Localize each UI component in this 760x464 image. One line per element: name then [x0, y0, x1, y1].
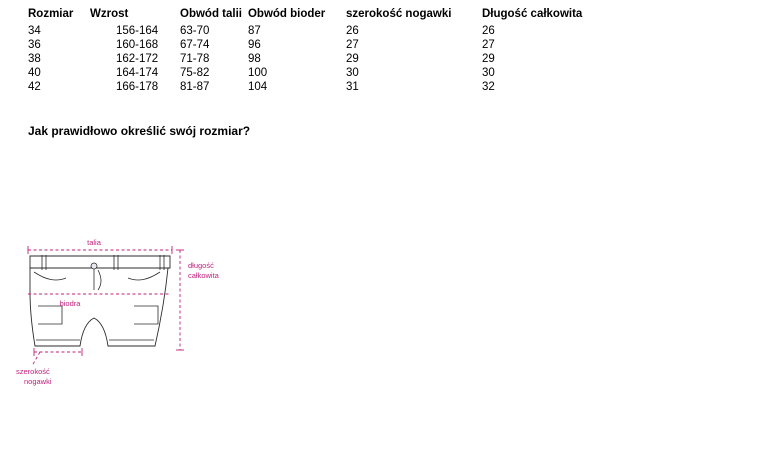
cell-obwod-talii: 67-74	[180, 39, 210, 51]
column-header-szerokosc-nogawki: szerokość nogawki	[345, 8, 452, 20]
cell-rozmiar: 38	[28, 53, 41, 65]
cell-obwod-bioder: 87	[247, 25, 261, 37]
table-row	[28, 66, 588, 80]
cell-obwod-bioder: 96	[247, 39, 261, 51]
label-waist: talia	[87, 238, 101, 247]
cell-obwod-bioder: 100	[247, 67, 268, 79]
cell-obwod-talii: 71-78	[180, 53, 210, 65]
table-row	[28, 52, 588, 66]
cell-dlugosc-calkowita: 26	[481, 25, 495, 37]
cell-rozmiar: 42	[28, 81, 41, 93]
column-header-wzrost: Wzrost	[90, 8, 129, 20]
label-total-length-line2: całkowita	[188, 271, 219, 280]
cell-rozmiar: 34	[28, 25, 41, 37]
label-leg-width-line1: szerokość	[16, 367, 50, 376]
table-row	[28, 24, 588, 38]
cell-wzrost: 160-168	[116, 39, 159, 51]
cell-obwod-bioder: 104	[247, 81, 268, 93]
page-title: Jak prawidłowo określić swój rozmiar?	[28, 124, 251, 138]
measurement-diagram	[10, 228, 240, 388]
cell-wzrost: 166-178	[116, 81, 159, 93]
label-total-length-line1: długość	[188, 261, 214, 270]
size-table	[28, 8, 588, 94]
column-header-obwod-bioder: Obwód bioder	[247, 8, 326, 20]
column-header-dlugosc-calkowita: Długość całkowita	[481, 8, 583, 20]
cell-dlugosc-calkowita: 32	[481, 81, 495, 93]
table-header-row	[28, 8, 588, 24]
cell-dlugosc-calkowita: 30	[481, 67, 495, 79]
cell-obwod-bioder: 98	[247, 53, 261, 65]
cell-dlugosc-calkowita: 27	[481, 39, 495, 51]
cell-obwod-talii: 75-82	[180, 67, 210, 79]
cell-wzrost: 162-172	[116, 53, 159, 65]
table-row	[28, 38, 588, 52]
cell-wzrost: 164-174	[116, 67, 159, 79]
shorts-outline	[30, 256, 170, 346]
cell-rozmiar: 40	[28, 67, 41, 79]
label-hips: biodra	[59, 299, 81, 308]
cell-szerokosc-nogawki: 29	[345, 53, 359, 65]
label-leg-width-line2: nogawki	[24, 377, 52, 386]
cell-szerokosc-nogawki: 30	[345, 67, 359, 79]
cell-szerokosc-nogawki: 27	[345, 39, 359, 51]
table-row	[28, 80, 588, 94]
cell-obwod-talii: 63-70	[180, 25, 210, 37]
column-header-obwod-talii: Obwód talii	[180, 8, 242, 20]
cell-szerokosc-nogawki: 31	[345, 81, 359, 93]
cell-wzrost: 156-164	[116, 25, 159, 37]
cell-dlugosc-calkowita: 29	[481, 53, 495, 65]
shorts-diagram-svg	[10, 228, 240, 388]
cell-rozmiar: 36	[28, 39, 41, 51]
cell-obwod-talii: 81-87	[180, 81, 210, 93]
cell-szerokosc-nogawki: 26	[345, 25, 359, 37]
column-header-rozmiar: Rozmiar	[28, 8, 74, 20]
button-icon	[91, 263, 97, 269]
